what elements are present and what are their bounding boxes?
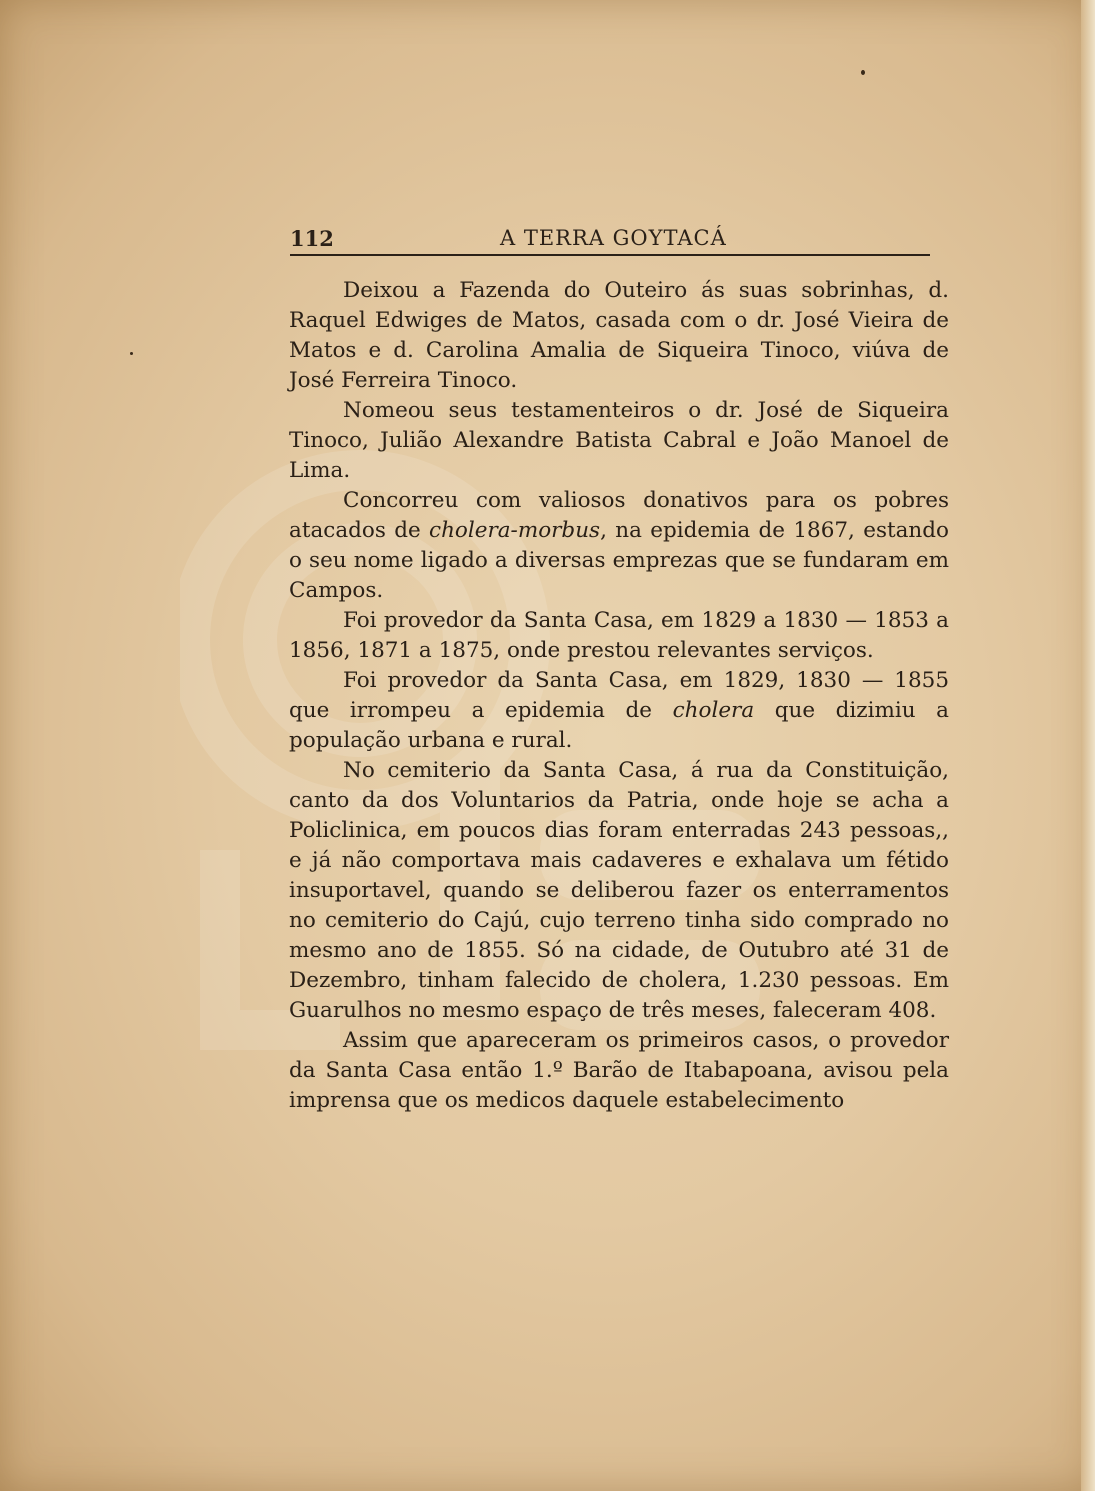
paragraph-text: Concorreu com valiosos donativos para os pobres atacados de xyxy=(289,488,949,543)
paper-speck xyxy=(130,352,133,355)
paragraph: Nomeou seus testamenteiros o dr. José de Siqueira Tinoco, Julião Alexandre Batista Cabral e João Manoel de Lima. xyxy=(289,398,949,483)
paragraph xyxy=(289,666,949,756)
paragraph: Assim que apareceram os primeiros casos, o provedor da Santa Casa então 1.º Barão de Itabapoana, avisou pela imprensa que os medicos daquele estabelecimento xyxy=(289,1028,949,1113)
running-head xyxy=(290,222,930,256)
italic-term: cholera xyxy=(672,698,755,723)
paragraph-text: , na epidemia de 1867, estando o seu nome ligado a diversas emprezas que se fundaram em Campos. xyxy=(289,518,949,603)
paragraph: No cemiterio da Santa Casa, á rua da Constituição, canto da dos Voluntarios da Patria, onde hoje se acha a Policlinica, em poucos dias foram enterradas 243 pessoas,, e já não comportava mais cadaveres e exhalava um fétido insuportavel, quando se deliberou fazer os enterramentos no cemiterio do Cajú, cujo terreno tinha sido comprado no mesmo ano de 1855. Só na cidade, de Outubro até 31 de Dezembro, tinham falecido de cholera, 1.230 pessoas. Em Guarulhos no mesmo espaço de três meses, faleceram 408. xyxy=(289,758,949,1023)
paragraph xyxy=(289,486,949,606)
page-number: 112 xyxy=(290,226,334,251)
book-title: A TERRA GOYTACÁ xyxy=(500,226,727,250)
paragraph: Foi provedor da Santa Casa, em 1829 a 1830 — 1853 a 1856, 1871 a 1875, onde prestou relevantes serviços. xyxy=(289,608,949,663)
body-text xyxy=(289,276,949,1116)
italic-term: cholera-morbus xyxy=(429,518,601,543)
paragraph-text: Foi provedor da Santa Casa, em 1829, 1830 — 1855 que irrompeu a epidemia de xyxy=(289,668,949,723)
page-edge xyxy=(1081,0,1095,1491)
paragraph: Deixou a Fazenda do Outeiro ás suas sobrinhas, d. Raquel Edwiges de Matos, casada com o dr. José Vieira de Matos e d. Carolina Amalia de Siqueira Tinoco, viúva de José Ferreira Tinoco. xyxy=(289,278,949,393)
paragraph-text: que dizimiu a população urbana e rural. xyxy=(289,698,950,753)
paper-speck xyxy=(861,70,865,75)
